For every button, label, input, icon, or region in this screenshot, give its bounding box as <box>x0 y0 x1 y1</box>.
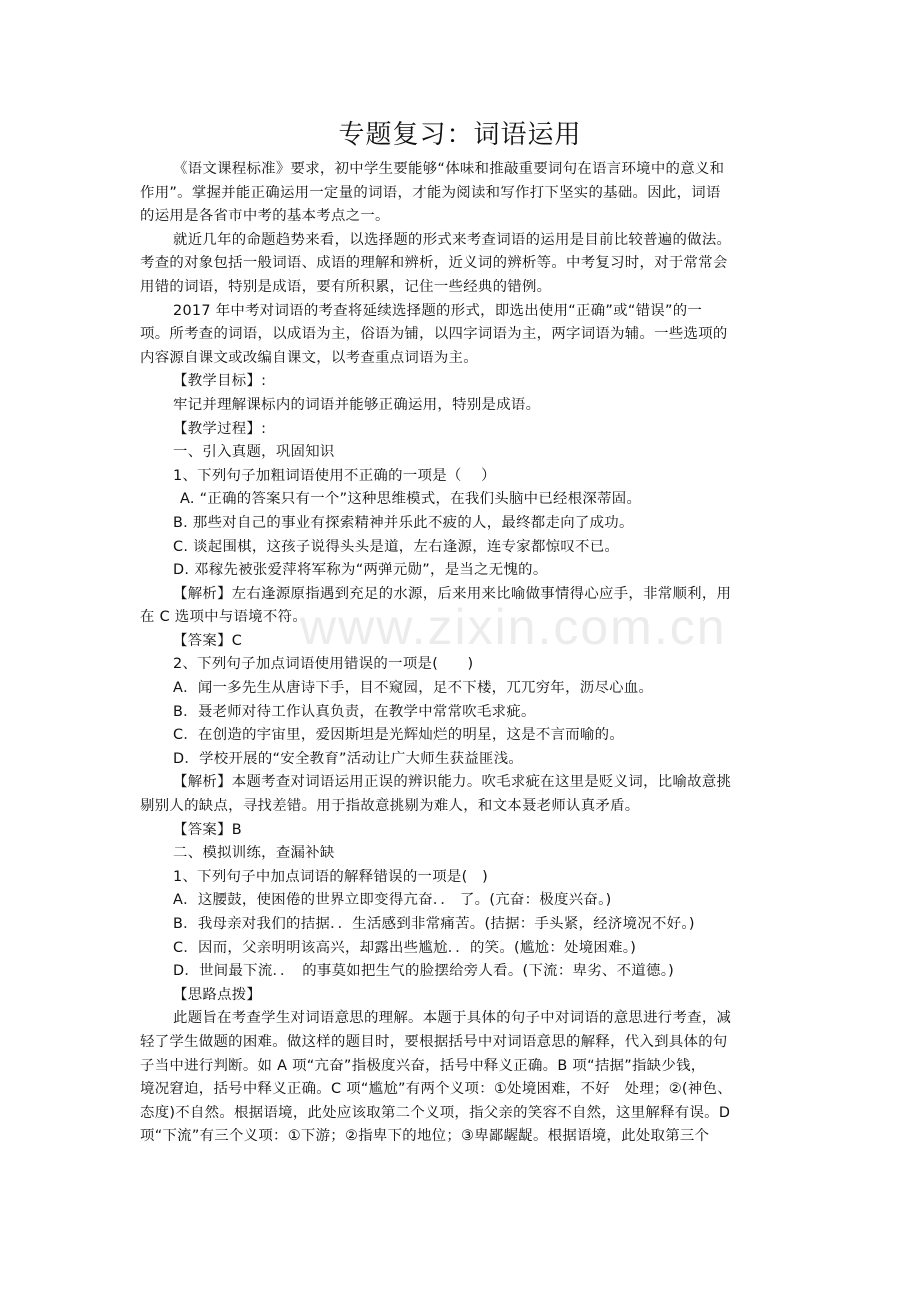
section-heading: 【思路点拨】 <box>173 986 262 1003</box>
paragraph-line: 的运用是各省市中考的基本考点之一。 <box>140 208 390 225</box>
paragraph-line: 2017 年中考对词语的考查将延续选择题的形式，即选出使用“正确”或“错误”的一 <box>173 302 703 319</box>
question-stem: 1、下列句子中加点词语的解释错误的一项是( ) <box>173 868 489 885</box>
section-heading: 【教学目标】: <box>173 373 267 390</box>
question-option: D. 邓稼先被张爱萍将军称为“两弹元勋”，是当之无愧的。 <box>173 562 548 579</box>
question-option: C．因而，父亲明明该高兴，却露出些尴尬．．的笑。(尴尬：处境困难。) <box>173 939 637 956</box>
section-heading: 一、引入真题，巩固知识 <box>173 444 335 461</box>
paragraph-line: 此题旨在考查学生对词语意思的理解。本题于具体的句子中对词语的意思进行考查，减 <box>173 1010 732 1027</box>
paragraph-line: 境况窘迫，括号中释义正确。C 项“尴尬”有两个义项：①处境困难，不好 处理；②(神色、 <box>140 1081 732 1098</box>
paragraph-line: 轻了学生做题的困难。做这样的题目时，要根据括号中对词语意思的解释，代入到具体的句 <box>140 1033 728 1050</box>
paragraph-line: 子当中进行判断。如 A 项“亢奋”指极度兴奋，括号中释义正确。B 项“拮据”指缺少钱， <box>140 1057 706 1074</box>
paragraph-line: 《语文课程标准》要求，初中学生要能够“体味和推敲重要词句在语言环境中的意义和 <box>173 161 725 177</box>
analysis-line: 剔别人的缺点，寻找差错。用于指故意挑剔为难人，和文本聂老师认真矛盾。 <box>140 798 640 815</box>
paragraph-line: 就近几年的命题趋势来看，以选择题的形式来考查词语的运用是目前比较普遍的做法。 <box>173 231 732 248</box>
watermark: www.zixin.com.cn <box>300 599 727 655</box>
answer-line: 【答案】C <box>173 632 243 649</box>
question-option: B. 那些对自己的事业有探索精神并乐此不疲的人，最终都走向了成功。 <box>173 514 634 531</box>
paragraph-line: 用错的词语，特别是成语，要有所积累，记住一些经典的错例。 <box>140 278 552 295</box>
question-option: A．闻一多先生从唐诗下手，目不窥园，足不下楼，兀兀穷年，沥尽心血。 <box>173 680 654 697</box>
question-option: D．学校开展的“安全教育”活动让广大师生获益匪浅。 <box>173 750 524 767</box>
document-body <box>140 158 782 1149</box>
section-heading: 二、模拟训练，查漏补缺 <box>173 845 335 862</box>
paragraph-line: 作用”。掌握并能正确运用一定量的词语，才能为阅读和写作打下坚实的基础。因此，词语 <box>140 184 721 201</box>
analysis-line: 【解析】本题考查对词语运用正误的辨识能力。吹毛求疵在这里是贬义词，比喻故意挑 <box>173 774 732 791</box>
question-option: B．聂老师对待工作认真负责，在教学中常常吹毛求疵。 <box>173 703 536 720</box>
question-option: B．我母亲对我们的拮据．．生活感到非常痛苦。(拮据：手头紧，经济境况不好。) <box>173 916 695 932</box>
page-title: 专题复习：词语运用 <box>338 120 582 150</box>
analysis-line: 在 C 选项中与语境不符。 <box>140 609 308 626</box>
question-option: C．在创造的宇宙里，爱因斯坦是光辉灿烂的明星，这是不言而喻的。 <box>173 727 625 744</box>
question-stem: 1、下列句子加粗词语使用不正确的一项是（ ） <box>173 467 496 484</box>
answer-line: 【答案】B <box>173 821 242 838</box>
question-option: A. “正确的答案只有一个”这种思维模式，在我们头脑中已经根深蒂固。 <box>180 491 642 508</box>
paragraph-line: 态度)不自然。根据语境，此处应该取第二个义项，指父亲的笑容不自然，这里解释有误。D <box>140 1104 731 1121</box>
question-option: C. 谈起围棋，这孩子说得头头是道，左右逢源，连专家都惊叹不已。 <box>173 538 620 555</box>
section-heading: 【教学过程】: <box>173 420 267 437</box>
paragraph-line: 项。所考查的词语，以成语为主，俗语为铺，以四字词语为主，两字词语为辅。一些选项的 <box>140 326 728 343</box>
analysis-line: 【解析】左右逢源原指遇到充足的水源，后来用来比喻做事情得心应手，非常顺利，用 <box>173 585 732 602</box>
paragraph-line: 内容源自课文或改编自课文，以考查重点词语为主。 <box>140 349 478 366</box>
paragraph-line: 考查的对象包括一般词语、成语的理解和辨析，近义词的辨析等。中考复习时，对于常常会 <box>140 255 728 272</box>
question-stem: 2、下列句子加点词语使用错误的一项是( ) <box>173 656 474 673</box>
question-option: D．世间最下流．． 的事莫如把生气的脸摆给旁人看。(下流：卑劣、不道德。) <box>173 963 675 980</box>
question-option: A．这腰鼓，使困倦的世界立即变得亢奋．． 了。(亢奋：极度兴奋。) <box>173 892 612 909</box>
paragraph-line: 牢记并理解课标内的词语并能够正确运用，特别是成语。 <box>173 396 541 413</box>
paragraph-line: 项“下流”有三个义项：①下游；②指卑下的地位；③卑鄙龌龊。根据语境，此处取第三个 <box>140 1128 710 1145</box>
